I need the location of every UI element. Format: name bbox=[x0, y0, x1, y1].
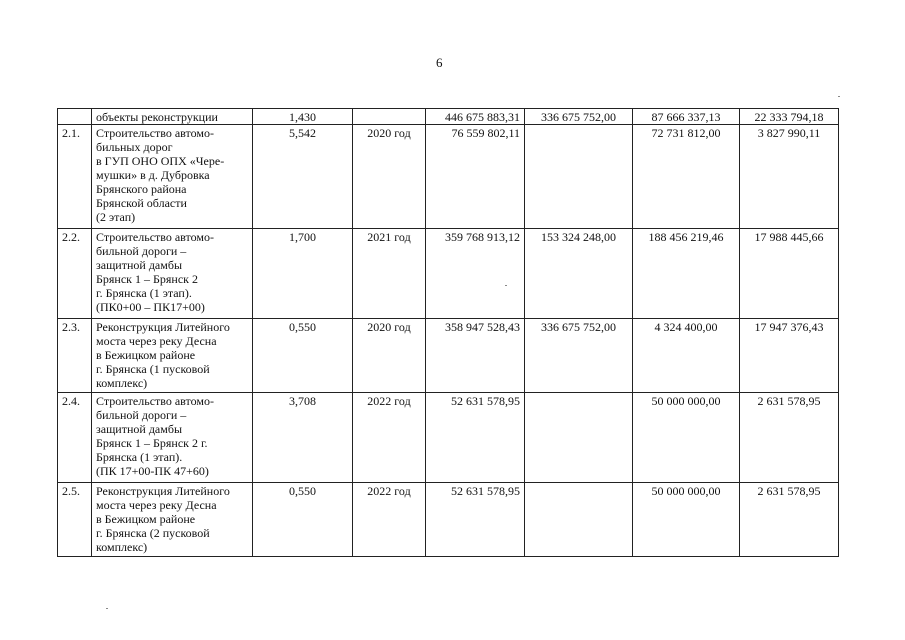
year-cell: 2020 год bbox=[353, 319, 426, 393]
total-amount-cell: 358 947 528,43 bbox=[426, 319, 525, 393]
length-km-cell: 1,430 bbox=[253, 109, 353, 125]
table-row bbox=[58, 483, 839, 557]
object-name-line: Брянск 1 – Брянск 2 г. bbox=[96, 436, 208, 450]
local-amount-cell: 17 988 445,66 bbox=[740, 229, 839, 319]
object-name-line: Строительство автомо- bbox=[96, 394, 214, 408]
scan-speck bbox=[106, 608, 108, 609]
length-km-cell: 0,550 bbox=[253, 483, 353, 557]
object-name-line: г. Брянска (1 пусковой bbox=[96, 362, 210, 376]
table-row bbox=[58, 393, 839, 483]
length-km-cell: 5,542 bbox=[253, 125, 353, 229]
length-km-cell: 0,550 bbox=[253, 319, 353, 393]
object-name-line: защитной дамбы bbox=[96, 422, 183, 436]
object-name-line: в ГУП ОНО ОПХ «Чере- bbox=[96, 154, 225, 168]
federal-amount-cell bbox=[525, 125, 633, 229]
object-name-line: (2 этап) bbox=[96, 210, 136, 224]
object-name-line: в Бежицком районе bbox=[96, 512, 196, 526]
total-amount-cell: 446 675 883,31 bbox=[426, 109, 525, 125]
length-km-cell: 3,708 bbox=[253, 393, 353, 483]
regional-amount-cell: 188 456 219,46 bbox=[633, 229, 740, 319]
year-cell: 2020 год bbox=[353, 125, 426, 229]
funding-table bbox=[57, 108, 839, 557]
total-amount-cell: 76 559 802,11 bbox=[426, 125, 525, 229]
object-name-cell bbox=[92, 319, 253, 393]
regional-amount-cell: 50 000 000,00 bbox=[633, 393, 740, 483]
row-number-cell: 2.4. bbox=[58, 393, 92, 483]
object-name-line: объекты реконструкции bbox=[96, 110, 218, 124]
regional-amount-cell: 87 666 337,13 bbox=[633, 109, 740, 125]
object-name-line: (ПК 17+00-ПК 47+60) bbox=[96, 464, 209, 478]
object-name-line: моста через реку Десна bbox=[96, 334, 217, 348]
local-amount-cell: 17 947 376,43 bbox=[740, 319, 839, 393]
year-cell: 2022 год bbox=[353, 483, 426, 557]
object-name-line: Строительство автомо- bbox=[96, 230, 214, 244]
row-number-cell: 2.2. bbox=[58, 229, 92, 319]
local-amount-cell: 2 631 578,95 bbox=[740, 483, 839, 557]
object-name-line: защитной дамбы bbox=[96, 258, 183, 272]
object-name-line: в Бежицком районе bbox=[96, 348, 196, 362]
table-row bbox=[58, 319, 839, 393]
object-name-cell bbox=[92, 229, 253, 319]
total-amount-cell: 52 631 578,95 bbox=[426, 483, 525, 557]
object-name-line: Реконструкция Литейного bbox=[96, 320, 230, 334]
row-number-cell bbox=[58, 109, 92, 125]
object-name-line: бильной дороги – bbox=[96, 244, 187, 258]
object-name-line: моста через реку Десна bbox=[96, 498, 217, 512]
local-amount-cell: 3 827 990,11 bbox=[740, 125, 839, 229]
total-amount-cell: 359 768 913,12 bbox=[426, 229, 525, 319]
table-row bbox=[58, 229, 839, 319]
object-name-line: комплекс) bbox=[96, 376, 148, 390]
regional-amount-cell: 50 000 000,00 bbox=[633, 483, 740, 557]
object-name-cell bbox=[92, 393, 253, 483]
federal-amount-cell: 153 324 248,00 bbox=[525, 229, 633, 319]
table-body bbox=[58, 109, 839, 557]
object-name-line: Брянского района bbox=[96, 182, 187, 196]
object-name-cell bbox=[92, 483, 253, 557]
year-cell bbox=[353, 109, 426, 125]
year-cell: 2022 год bbox=[353, 393, 426, 483]
regional-amount-cell: 4 324 400,00 bbox=[633, 319, 740, 393]
object-name-cell bbox=[92, 125, 253, 229]
table-row bbox=[58, 125, 839, 229]
object-name-line: Брянска (1 этап). bbox=[96, 450, 183, 464]
federal-amount-cell: 336 675 752,00 bbox=[525, 109, 633, 125]
local-amount-cell: 2 631 578,95 bbox=[740, 393, 839, 483]
year-cell: 2021 год bbox=[353, 229, 426, 319]
scan-speck bbox=[505, 285, 507, 286]
object-name-line: Брянск 1 – Брянск 2 bbox=[96, 272, 198, 286]
local-amount-cell: 22 333 794,18 bbox=[740, 109, 839, 125]
object-name-line: г. Брянска (1 этап). bbox=[96, 286, 192, 300]
page-number: 6 bbox=[436, 55, 443, 70]
row-number-cell: 2.3. bbox=[58, 319, 92, 393]
object-name-cell bbox=[92, 109, 253, 125]
row-number-cell: 2.1. bbox=[58, 125, 92, 229]
scan-speck bbox=[838, 96, 840, 97]
federal-amount-cell bbox=[525, 483, 633, 557]
object-name-line: Брянской области bbox=[96, 196, 187, 210]
object-name-line: мушки» в д. Дубровка bbox=[96, 168, 210, 182]
object-name-line: (ПК0+00 – ПК17+00) bbox=[96, 300, 205, 314]
object-name-line: бильной дороги – bbox=[96, 408, 187, 422]
length-km-cell: 1,700 bbox=[253, 229, 353, 319]
regional-amount-cell: 72 731 812,00 bbox=[633, 125, 740, 229]
object-name-line: г. Брянска (2 пусковой bbox=[96, 526, 210, 540]
object-name-line: комплекс) bbox=[96, 540, 148, 554]
row-number-cell: 2.5. bbox=[58, 483, 92, 557]
table-row bbox=[58, 109, 839, 125]
federal-amount-cell bbox=[525, 393, 633, 483]
object-name-line: Реконструкция Литейного bbox=[96, 484, 230, 498]
object-name-line: Строительство автомо- bbox=[96, 126, 214, 140]
object-name-line: бильных дорог bbox=[96, 140, 173, 154]
total-amount-cell: 52 631 578,95 bbox=[426, 393, 525, 483]
federal-amount-cell: 336 675 752,00 bbox=[525, 319, 633, 393]
